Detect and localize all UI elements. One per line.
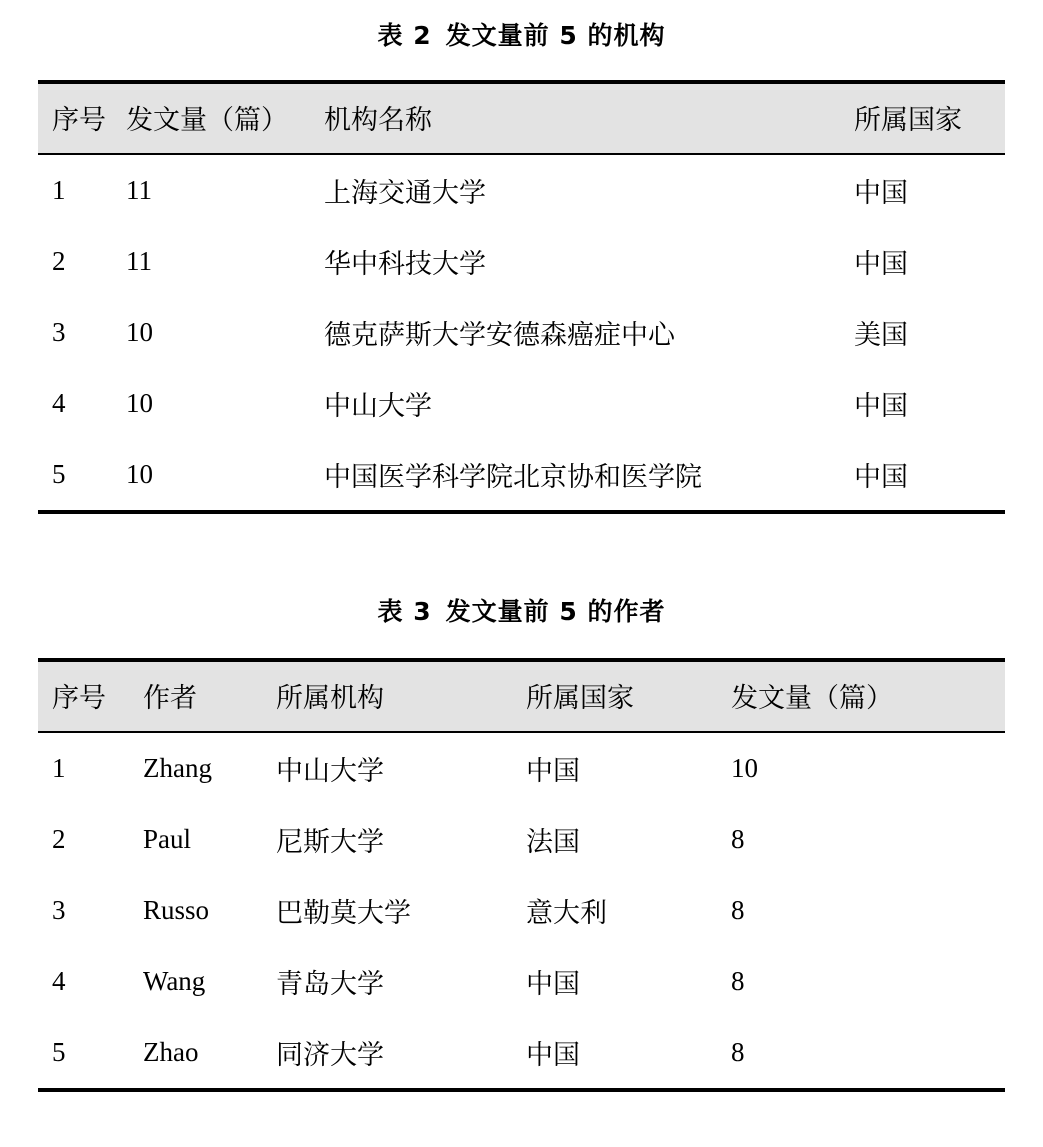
table-2-header-cell: 机构名称 (324, 105, 432, 135)
table-3-cell-index: 3 (52, 895, 66, 925)
table-3-cell-count: 8 (731, 895, 745, 925)
table-row (38, 804, 1005, 875)
table-3-cell-institution: 同济大学 (276, 1040, 384, 1070)
table-2-caption-label: 表 2 (377, 21, 432, 50)
table-3-head (38, 660, 1005, 732)
table-2-cell-count: 10 (126, 388, 153, 418)
table-3-cell-author: Russo (143, 895, 210, 925)
table-2-cell-count: 11 (126, 246, 152, 276)
table-3-cell-institution: 尼斯大学 (276, 827, 384, 857)
table-3-cell-author: Paul (143, 824, 192, 854)
table-2-cell-country: 中国 (854, 391, 908, 421)
table-2-cell-institution: 中山大学 (324, 391, 432, 421)
table-3-header-cell: 所属国家 (526, 683, 634, 713)
table-3-cell-country: 意大利 (526, 898, 607, 928)
table-row (38, 875, 1005, 946)
table-3-header-row (38, 660, 1005, 732)
table-3-cell-country: 中国 (526, 969, 580, 999)
table-3-cell-institution: 青岛大学 (276, 969, 384, 999)
table-3-cell-author: Zhao (143, 1037, 199, 1067)
table-2-header-cell: 发文量（篇） (126, 105, 288, 135)
table-3-caption-title: 发文量前 5 的作者 (445, 597, 666, 626)
table-2-cell-count: 10 (126, 317, 153, 347)
table-2-cell-institution: 中国医学科学院北京协和医学院 (324, 462, 702, 492)
table-3-caption (38, 592, 1005, 628)
table-2-cell-count: 11 (126, 175, 152, 205)
table-row (38, 439, 1005, 510)
between-tables-gap (38, 514, 1005, 592)
table-row (38, 368, 1005, 439)
table-2-cell-index: 2 (52, 246, 66, 276)
table-3-header-cell: 作者 (143, 683, 197, 713)
table-row (38, 154, 1005, 226)
table-3-cell-author: Wang (143, 966, 206, 996)
table-row (38, 732, 1005, 804)
table-2-block (38, 16, 1005, 514)
table-3-cell-index: 1 (52, 753, 66, 783)
table-3-cell-country: 中国 (526, 1040, 580, 1070)
table-3-header-cell: 发文量（篇） (731, 683, 893, 713)
table-3-bottom-rule (38, 1088, 1005, 1092)
caption-table-gap (38, 52, 1005, 80)
table-3-cell-count: 10 (731, 753, 758, 783)
table-2-header-cell: 所属国家 (854, 105, 962, 135)
table-2-cell-index: 3 (52, 317, 66, 347)
table-3-cell-country: 法国 (526, 827, 580, 857)
table-3-cell-institution: 巴勒莫大学 (276, 898, 411, 928)
table-2-caption (38, 16, 1005, 52)
table-3-cell-count: 8 (731, 1037, 745, 1067)
table-2 (38, 80, 1005, 510)
table-3-cell-index: 2 (52, 824, 66, 854)
table-3 (38, 658, 1005, 1088)
table-3-body (38, 732, 1005, 1088)
table-3-caption-label: 表 3 (377, 597, 432, 626)
table-2-cell-index: 1 (52, 175, 66, 205)
table-3-header-cell: 所属机构 (276, 683, 384, 713)
table-2-cell-country: 中国 (854, 249, 908, 279)
table-2-cell-country: 美国 (854, 320, 908, 350)
table-3-cell-index: 5 (52, 1037, 66, 1067)
table-2-cell-index: 5 (52, 459, 66, 489)
table-2-header-cell: 序号 (52, 105, 106, 135)
table-2-cell-count: 10 (126, 459, 153, 489)
table-3-cell-institution: 中山大学 (276, 756, 384, 786)
table-2-cell-institution: 德克萨斯大学安德森癌症中心 (324, 320, 675, 350)
table-3-cell-country: 中国 (526, 756, 580, 786)
table-2-cell-institution: 华中科技大学 (324, 249, 486, 279)
table-2-cell-country: 中国 (854, 178, 908, 208)
table-row (38, 1017, 1005, 1088)
table-2-caption-title: 发文量前 5 的机构 (445, 21, 666, 50)
table-3-header-cell: 序号 (52, 683, 106, 713)
table-3-cell-author: Zhang (143, 753, 212, 783)
table-row (38, 226, 1005, 297)
table-2-cell-index: 4 (52, 388, 66, 418)
table-3-cell-count: 8 (731, 824, 745, 854)
caption-table-gap (38, 628, 1005, 658)
table-row (38, 946, 1005, 1017)
table-3-block (38, 592, 1005, 1092)
table-2-body (38, 154, 1005, 510)
table-2-head (38, 82, 1005, 154)
table-3-cell-count: 8 (731, 966, 745, 996)
table-row (38, 297, 1005, 368)
table-2-cell-country: 中国 (854, 462, 908, 492)
table-2-cell-institution: 上海交通大学 (324, 178, 486, 208)
table-2-header-row (38, 82, 1005, 154)
table-3-cell-index: 4 (52, 966, 66, 996)
top-spacer (38, 0, 1005, 16)
